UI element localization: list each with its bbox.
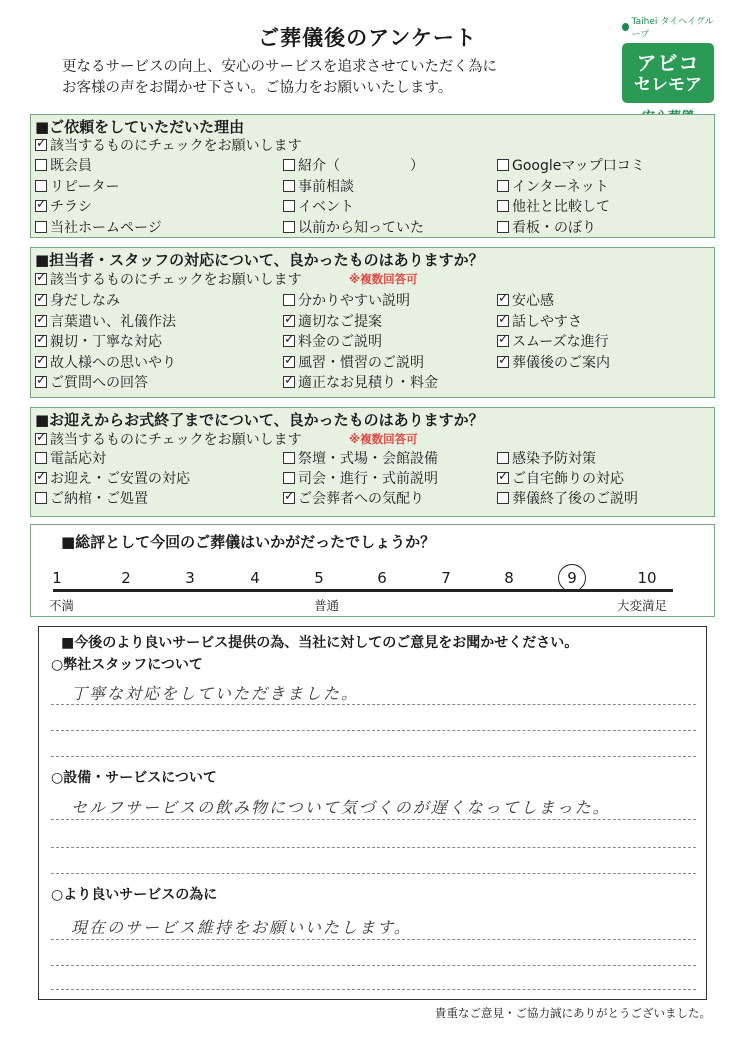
section-title: ■ご依頼をしていただいた理由 xyxy=(35,118,245,136)
checkbox[interactable] xyxy=(497,159,509,171)
section-staff xyxy=(30,247,715,398)
option-item[interactable] xyxy=(35,311,176,331)
option-label: 事前相談 xyxy=(298,178,354,195)
rating-question: ■総評として今回のご葬儀はいかがだったでしょうか？ xyxy=(61,533,436,551)
rating-label-high: 大変満足 xyxy=(617,598,668,613)
option-item[interactable] xyxy=(283,176,354,196)
option-label: リピーター xyxy=(50,178,120,195)
option-item[interactable] xyxy=(35,372,148,392)
question-staff: ○弊社スタッフについて xyxy=(51,657,203,673)
instruction xyxy=(35,135,302,155)
instruction xyxy=(35,269,302,289)
option-item[interactable] xyxy=(283,372,438,392)
rating-option[interactable]: 6 xyxy=(377,569,387,587)
option-label: イベント xyxy=(298,199,354,215)
brand-line-2: セレモア xyxy=(634,74,702,95)
option-item[interactable] xyxy=(283,196,354,216)
option-item[interactable] xyxy=(283,448,438,468)
checkbox[interactable] xyxy=(35,221,47,233)
section-reason xyxy=(30,114,715,238)
checkbox[interactable] xyxy=(283,492,295,504)
rating-option[interactable]: 8 xyxy=(504,569,514,587)
option-label: 看板・のぼり xyxy=(512,219,596,236)
answer-line xyxy=(51,704,696,705)
option-label: 葬儀後のご案内 xyxy=(512,354,610,371)
option-item[interactable] xyxy=(497,488,638,508)
instruction-label: 該当するものにチェックをお願いします xyxy=(50,272,302,288)
section-title: ■お迎えからお式終了までについて、良かったものはありますか？ xyxy=(35,411,484,429)
option-label: 他社と比較して xyxy=(512,199,610,215)
rating-option[interactable]: 3 xyxy=(185,569,195,587)
checkbox[interactable] xyxy=(283,335,295,347)
footer-thanks: 貴重なご意見・ご協力誠にありがとうございました。 xyxy=(435,1006,711,1020)
answer-line xyxy=(51,965,696,966)
section-title: ■担当者・スタッフの対応について、良かったものはありますか？ xyxy=(35,251,484,269)
option-label: 風習・慣習のご説明 xyxy=(298,354,424,371)
option-label: チラシ xyxy=(50,199,92,215)
option-item[interactable] xyxy=(35,217,162,237)
option-item[interactable] xyxy=(283,352,424,372)
instruction xyxy=(35,429,302,449)
rating-option[interactable]: 5 xyxy=(314,569,324,587)
option-label: 安心感 xyxy=(512,293,554,309)
checkbox[interactable] xyxy=(35,452,47,464)
option-label: お迎え・ご安置の対応 xyxy=(50,471,190,487)
answer-line xyxy=(51,756,696,757)
option-item[interactable] xyxy=(497,196,610,216)
checkbox[interactable] xyxy=(35,200,47,212)
checkbox[interactable] xyxy=(497,180,509,192)
option-item[interactable] xyxy=(283,488,424,508)
checkbox[interactable] xyxy=(497,200,509,212)
option-item[interactable] xyxy=(283,311,382,331)
question-facility: ○設備・サービスについて xyxy=(51,770,217,786)
opinion-heading: ■今後のより良いサービス提供の為、当社に対してのご意見をお聞かせください。 xyxy=(61,635,579,651)
option-label: 葬儀終了後のご説明 xyxy=(512,491,638,507)
checkbox[interactable] xyxy=(497,221,509,233)
instruction-label: 該当するものにチェックをお願いします xyxy=(50,138,302,154)
option-label: 言葉遣い、礼儀作法 xyxy=(50,313,176,330)
checkbox[interactable] xyxy=(283,221,295,233)
option-label: ご自宅飾りの対応 xyxy=(512,471,624,487)
option-item[interactable] xyxy=(497,290,554,310)
multiple-answer-note: ※複数回答可 xyxy=(349,432,418,446)
option-label: 身だしなみ xyxy=(50,293,120,309)
checkbox[interactable] xyxy=(497,452,509,464)
checkbox[interactable] xyxy=(283,159,295,171)
option-label: 以前から知っていた xyxy=(298,219,424,236)
checkbox[interactable] xyxy=(283,452,295,464)
option-label: インターネット xyxy=(512,178,609,195)
option-label: 分かりやすい説明 xyxy=(298,293,410,309)
answer-facility[interactable]: セルフサービスの飲み物について気づくのが遅くなってしまった。 xyxy=(71,798,611,817)
page-title: ご葬儀後のアンケート xyxy=(258,26,477,50)
checkbox[interactable] xyxy=(35,433,47,445)
option-label: 司会・進行・式前説明 xyxy=(298,471,438,487)
option-item[interactable] xyxy=(35,352,176,372)
answer-line xyxy=(51,819,696,820)
option-label: 既会員 xyxy=(50,158,92,174)
option-item[interactable] xyxy=(283,217,424,237)
option-item[interactable] xyxy=(497,448,596,468)
checkbox[interactable] xyxy=(497,472,509,484)
checkbox[interactable] xyxy=(35,376,47,388)
checkbox[interactable] xyxy=(283,180,295,192)
option-item[interactable] xyxy=(497,352,610,372)
brand-group xyxy=(622,14,714,40)
option-label: 電話応対 xyxy=(50,451,106,467)
option-item[interactable] xyxy=(35,448,106,468)
option-label: 話しやすさ xyxy=(512,313,582,330)
answer-staff[interactable]: 丁寧な対応をしていただきました。 xyxy=(71,684,360,703)
answer-line xyxy=(51,847,696,848)
checkbox[interactable] xyxy=(35,356,47,368)
option-item[interactable] xyxy=(35,196,92,216)
checkbox[interactable] xyxy=(283,356,295,368)
option-label: ご会葬者への気配り xyxy=(298,491,424,507)
option-item[interactable] xyxy=(497,155,645,175)
checkbox[interactable] xyxy=(283,315,295,327)
checkbox[interactable] xyxy=(35,472,47,484)
rating-option[interactable]: 4 xyxy=(250,569,260,587)
option-label: 祭壇・式場・会館設備 xyxy=(298,451,438,467)
option-item[interactable] xyxy=(35,290,120,310)
intro-line-2: お客様の声をお聞かせ下さい。ご協力をお願いいたします。 xyxy=(62,80,453,96)
multiple-answer-note: ※複数回答可 xyxy=(349,272,418,286)
rating-option[interactable]: 2 xyxy=(121,569,131,587)
checkbox[interactable] xyxy=(35,139,47,151)
option-label: 故人様への思いやり xyxy=(50,354,176,371)
option-label: ご質問への回答 xyxy=(50,375,148,391)
option-item[interactable] xyxy=(497,217,596,237)
option-item[interactable] xyxy=(35,331,162,351)
intro-text xyxy=(62,57,622,99)
rating-option[interactable]: 10 xyxy=(637,569,657,587)
option-label: 適正なお見積り・料金 xyxy=(298,375,438,391)
rating-option[interactable]: 7 xyxy=(441,569,451,587)
option-label: ご納棺・ご処置 xyxy=(50,491,148,507)
rating-option[interactable]: 9 xyxy=(567,569,577,587)
checkbox[interactable] xyxy=(35,335,47,347)
option-item[interactable] xyxy=(35,488,148,508)
option-label: 紹介（ ） xyxy=(298,158,424,174)
option-item[interactable] xyxy=(497,468,624,488)
brand-box xyxy=(622,43,714,103)
option-item[interactable] xyxy=(35,176,119,196)
checkbox[interactable] xyxy=(35,294,47,306)
option-item[interactable] xyxy=(283,331,382,351)
checkbox[interactable] xyxy=(283,294,295,306)
checkbox[interactable] xyxy=(35,315,47,327)
selected-rating-circle xyxy=(558,564,586,592)
brand-line-1: アビコ xyxy=(636,50,700,75)
rating-label-low: 不満 xyxy=(49,598,75,613)
option-label: スムーズな進行 xyxy=(512,334,609,350)
option-label: 当社ホームページ xyxy=(50,219,162,236)
checkbox[interactable] xyxy=(497,315,509,327)
option-item[interactable] xyxy=(35,468,190,488)
option-label: 料金のご説明 xyxy=(298,334,382,350)
brand-logo xyxy=(622,14,714,125)
option-item[interactable] xyxy=(283,290,410,310)
question-better-service: ○より良いサービスの為に xyxy=(51,887,218,903)
answer-line xyxy=(51,939,696,940)
section-ceremony xyxy=(30,407,715,517)
rating-label-mid: 普通 xyxy=(314,598,340,613)
checkbox[interactable] xyxy=(497,335,509,347)
checkbox[interactable] xyxy=(35,180,47,192)
option-item[interactable] xyxy=(497,331,609,351)
option-label: 感染予防対策 xyxy=(512,451,596,467)
checkbox[interactable] xyxy=(497,492,509,504)
option-item[interactable] xyxy=(497,176,609,196)
checkbox[interactable] xyxy=(35,273,47,285)
checkbox[interactable] xyxy=(497,356,509,368)
option-item[interactable] xyxy=(283,468,438,488)
brand-group-label: Taihei タイヘイグループ xyxy=(631,17,714,40)
overall-rating xyxy=(30,524,715,617)
option-label: 親切・丁寧な対応 xyxy=(50,334,162,350)
intro-line-1: 更なるサービスの向上、安心のサービスを追求させていただく為に xyxy=(62,59,497,75)
option-item[interactable] xyxy=(497,311,582,331)
checkbox[interactable] xyxy=(283,200,295,212)
rating-option[interactable]: 1 xyxy=(52,569,62,587)
option-item[interactable] xyxy=(35,155,92,175)
checkbox[interactable] xyxy=(283,376,295,388)
checkbox[interactable] xyxy=(283,472,295,484)
answer-line xyxy=(51,873,696,874)
checkbox[interactable] xyxy=(35,492,47,504)
option-label: 適切なご提案 xyxy=(298,313,382,330)
option-item[interactable] xyxy=(283,155,424,175)
brand-mark-icon xyxy=(622,23,629,31)
checkbox[interactable] xyxy=(497,294,509,306)
option-label: Googleマップ口コミ xyxy=(512,158,645,174)
checkbox[interactable] xyxy=(35,159,47,171)
opinion-section xyxy=(38,626,707,1000)
answer-better-service[interactable]: 現在のサービス維持をお願いいたします。 xyxy=(71,918,412,937)
answer-line xyxy=(51,730,696,731)
answer-line xyxy=(51,989,696,990)
instruction-label: 該当するものにチェックをお願いします xyxy=(50,432,302,448)
